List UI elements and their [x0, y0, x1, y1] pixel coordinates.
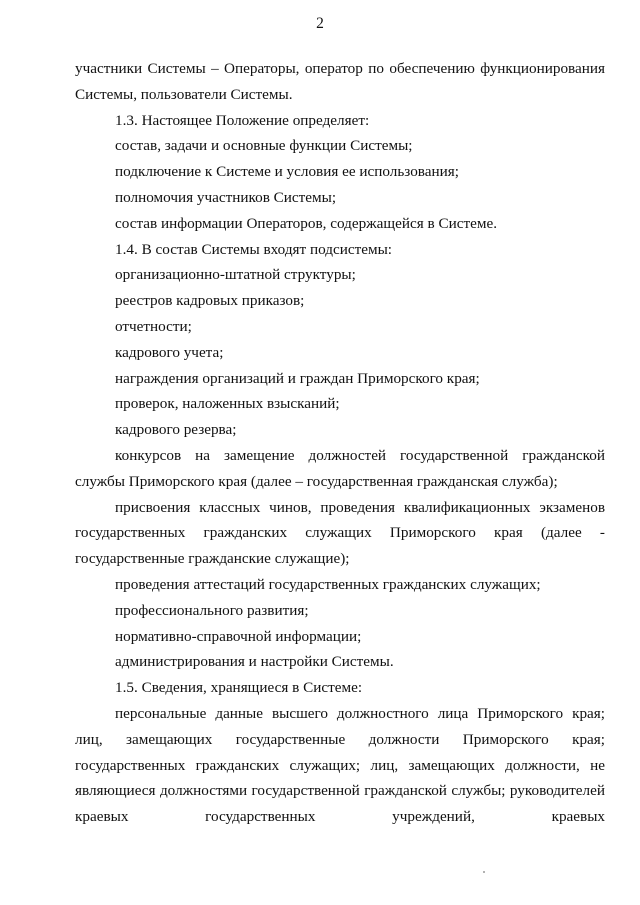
list-item: кадрового учета;	[115, 343, 224, 361]
list-item: отчетности;	[115, 317, 192, 335]
list-item: реестров кадровых приказов;	[115, 292, 305, 310]
list-item: проведения аттестаций государственных гражданских служащих;	[115, 575, 541, 593]
list-item: состав информации Операторов, содержащейся в Системе.	[115, 214, 498, 232]
list-item: полномочия участников Системы;	[115, 188, 337, 206]
paragraph-section-1-4: 1.4. В состав Системы входят подсистемы:	[115, 240, 393, 258]
page-number: 2	[316, 15, 324, 32]
document-body	[75, 56, 605, 830]
list-item: организационно-штатной структуры;	[115, 266, 356, 284]
list-item: кадрового резерва;	[115, 421, 237, 439]
paragraph-participants: участники Системы – Операторы, оператор по обеспечению функционирования Системы, пользователи Системы.	[75, 60, 605, 103]
paragraph-section-1-5: 1.5. Сведения, хранящиеся в Системе:	[115, 679, 363, 697]
list-item: подключение к Системе и условия ее использования;	[115, 163, 459, 181]
scan-artifact-dot	[483, 871, 485, 873]
list-item: состав, задачи и основные функции Системы;	[115, 137, 413, 155]
list-item: награждения организаций и граждан Приморского края;	[115, 369, 480, 387]
paragraph-section-1-3: 1.3. Настоящее Положение определяет:	[115, 111, 370, 129]
list-item: профессионального развития;	[115, 601, 309, 619]
list-item: проверок, наложенных взысканий;	[115, 395, 340, 413]
list-item: нормативно-справочной информации;	[115, 627, 362, 645]
list-item: конкурсов на замещение должностей государственной гражданской службы Приморского края (далее – государственная гражданская служба);	[75, 446, 605, 490]
list-item: администрирования и настройки Системы.	[115, 653, 394, 671]
paragraph-personal-data: персональные данные высшего должностного лица Приморского края; лиц, замещающих государственные должности Приморского края; государственных гражданских служащих; лиц, замещающих должности, не являющиеся должностями государственной гражданской службы; руководителей краевых государственных учреждений, краевых	[75, 704, 605, 826]
list-item: присвоения классных чинов, проведения квалификационных экзаменов государственных гражданских служащих Приморского края (далее - государственные гражданские служащие);	[75, 498, 605, 568]
